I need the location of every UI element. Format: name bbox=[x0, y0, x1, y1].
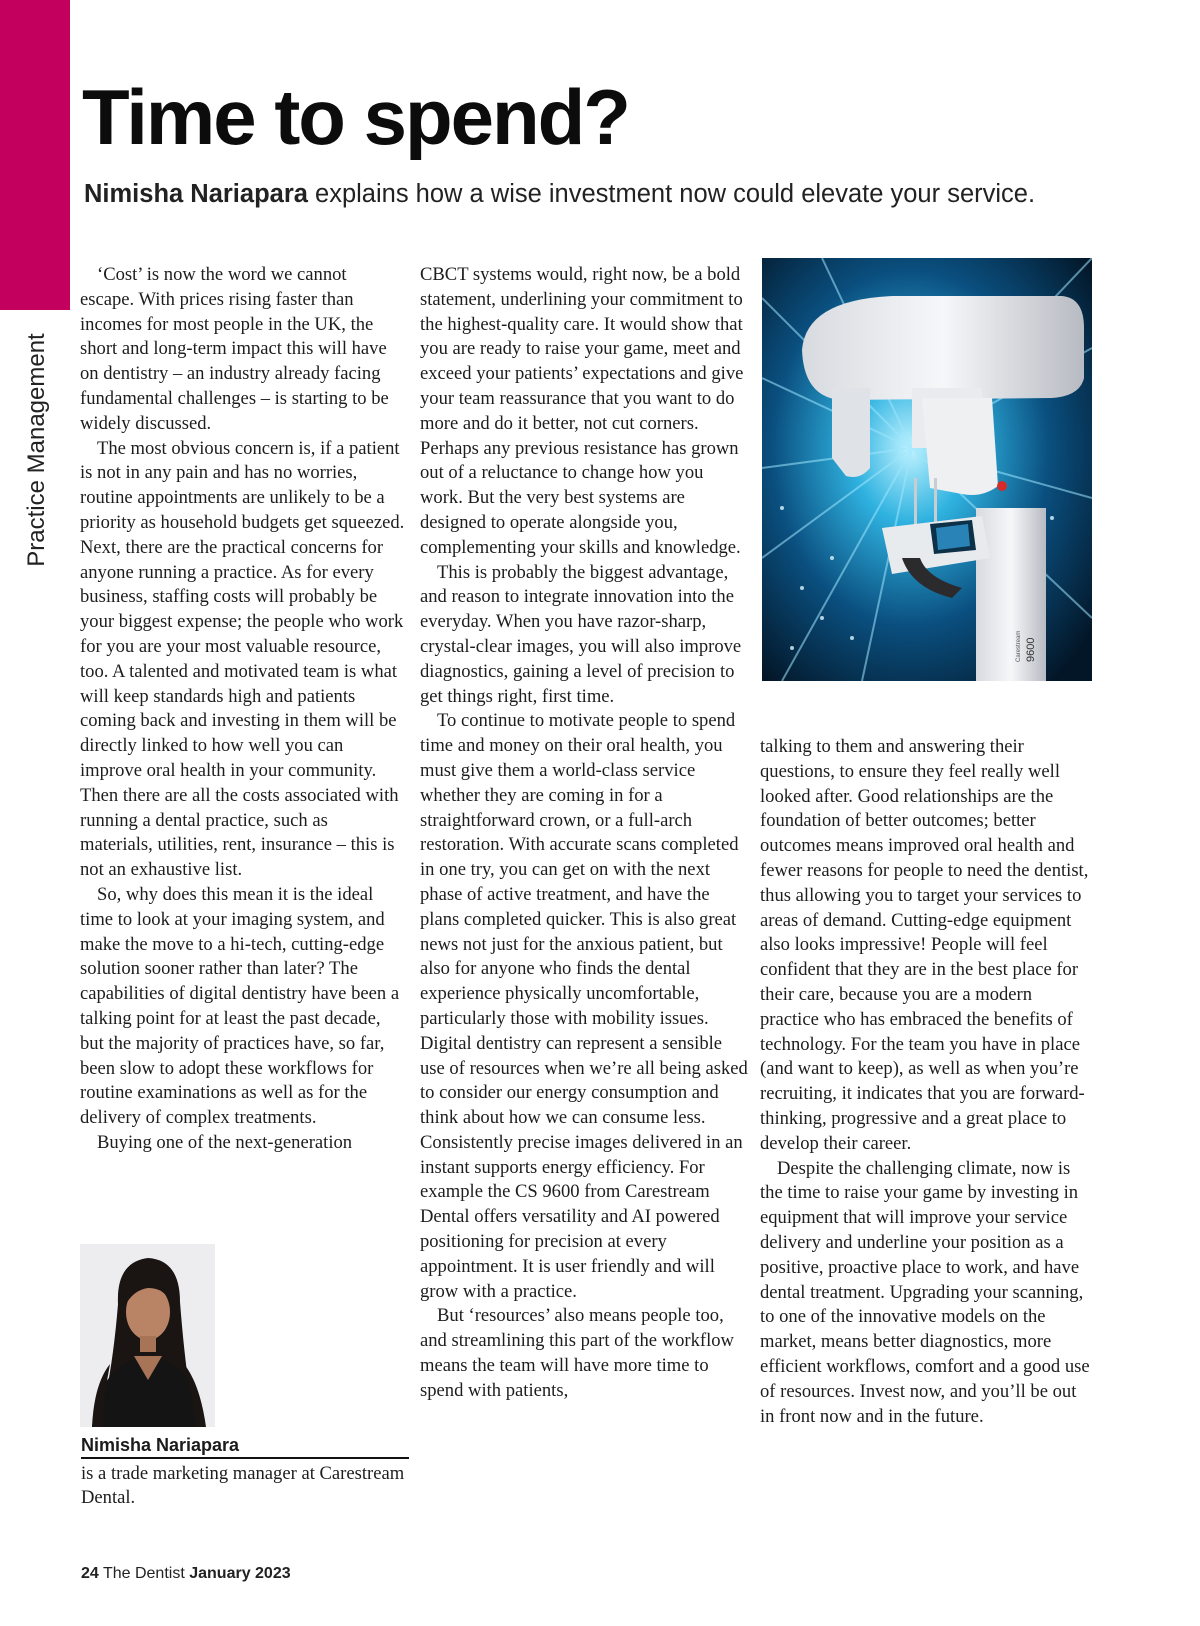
paragraph: But ‘resources’ also means people too, and streamlining this part of the workflow means the team will have more time to spend with patients, bbox=[420, 1305, 734, 1401]
paragraph: The most obvious concern is, if a patient is not in any pain and has no worries, routine appointments are unlikely to be a priority as household budgets get squeezed. Next, there are the practical concerns for anyone running a practice. As for every business, staffing costs will probably be your biggest expense; the people who work for you are your most valuable resource, too. A talented and motivated team is what will keep standards high and patients coming back and investing in them will be directly linked to how well you can improve oral health in your community. Then there are all the costs associated with running a dental practice, such as materials, utilities, rent, insurance – this is not an exhaustive list. bbox=[80, 437, 405, 881]
paragraph: talking to them and answering their questions, to ensure they feel really well looked after. Good relationships are the foundation of better outcomes; better outcomes means improved oral health and fewer reasons for people to need the dentist, thus allowing you to target your services to areas of demand. Cutting-edge equipment also looks impressive! People will feel confident that they are in the best place for their care, because you are a modern practice who has embraced the benefits of technology. For the team you have in place (and want to keep), as well as when you’re recruiting, it indicates that you are forward-thinking, progressive and a great place to develop their career. bbox=[760, 736, 1089, 1154]
author-bio: is a trade marketing manager at Carestream Dental. bbox=[81, 1463, 405, 1508]
author-name: Nimisha Nariapara bbox=[81, 1435, 409, 1459]
paragraph: To continue to motivate people to spend time and money on their oral health, you must give them a world-class service whether they are coming in for a straightforward crown, or a full-arch restoration. With accurate scans completed in one try, you can get on with the next phase of active treatment, and have the plans completed quicker. This is also great news not just for the anxious patient, but also for anyone who finds the dental experience physically uncomfortable, particularly those with mobility issues. Digital dentistry can represent a sensible use of resources when we’re all being asked to consider our energy consumption and think about how we can consume less. Consistently precise images delivered in an instant supports energy efficiency. For example the CS 9600 from Carestream Dental offers versatility and AI powered positioning for precision at every appointment. It is user friendly and will grow with a practice. bbox=[420, 710, 748, 1302]
paragraph: This is probably the biggest advantage, and reason to integrate innovation into the everyday. When you have razor-sharp, crystal-clear images, you will also improve diagnostics, gaining a level of precision to get things right, first time. bbox=[420, 561, 742, 707]
page-number: 24 bbox=[81, 1565, 99, 1582]
paragraph: Despite the challenging climate, now is the time to raise your game by investing in equipment that will improve your service delivery and underline your position as a positive, proactive place to work, and have dental treatment. Upgrading your scanning, to one of the innovative models on the market, means better diagnostics, more efficient workflows, comfort and a good use of resources. Invest now, and you’ll be out in front now and in the future. bbox=[760, 1157, 1090, 1427]
page-footer bbox=[81, 1565, 291, 1583]
issue-date: January 2023 bbox=[189, 1565, 291, 1582]
section-label: Practice Management bbox=[23, 333, 50, 567]
author-photo bbox=[80, 1244, 215, 1427]
standfirst-author: Nimisha Nariapara bbox=[84, 180, 308, 208]
standfirst bbox=[84, 180, 1035, 209]
article-title: Time to spend? bbox=[82, 73, 629, 161]
article-column-2 bbox=[420, 263, 750, 1404]
section-color-band bbox=[0, 0, 70, 310]
paragraph: Buying one of the next-generation bbox=[97, 1131, 353, 1153]
product-brand-label: Carestream bbox=[1016, 630, 1022, 662]
publication-name: The Dentist bbox=[102, 1565, 185, 1582]
article-column-3 bbox=[760, 735, 1090, 1429]
product-photo bbox=[762, 258, 1092, 681]
paragraph: ‘Cost’ is now the word we cannot escape. With prices rising faster than incomes for most people in the UK, the short and long-term impact this will have on dentistry – an industry already facing fundamental challenges – is starting to be widely discussed. bbox=[80, 264, 389, 434]
article-column-1 bbox=[80, 263, 405, 1156]
author-portrait-image bbox=[80, 1244, 215, 1427]
product-model-label: 9600 bbox=[1025, 637, 1037, 662]
paragraph: So, why does this mean it is the ideal time to look at your imaging system, and make the move to a hi-tech, cutting-edge solution sooner rather than later? The capabilities of digital dentistry have been a talking point for at least the past decade, but the majority of practices have, so far, been slow to adopt these workflows for routine examinations as well as for the delivery of complex treatments. bbox=[80, 883, 400, 1129]
cbct-scanner-image bbox=[762, 258, 1092, 681]
paragraph: CBCT systems would, right now, be a bold statement, underlining your commitment to the highest-quality care. It would show that you are ready to raise your game, meet and exceed your patients’ expectations and give your team reassurance that you want to do more and do it better, not cut corners. Perhaps any previous resistance has grown out of a reluctance to change how you work. But the very best systems are designed to operate alongside you, complementing your skills and knowledge. bbox=[420, 264, 744, 558]
standfirst-text: explains how a wise investment now could elevate your service. bbox=[307, 180, 1036, 208]
